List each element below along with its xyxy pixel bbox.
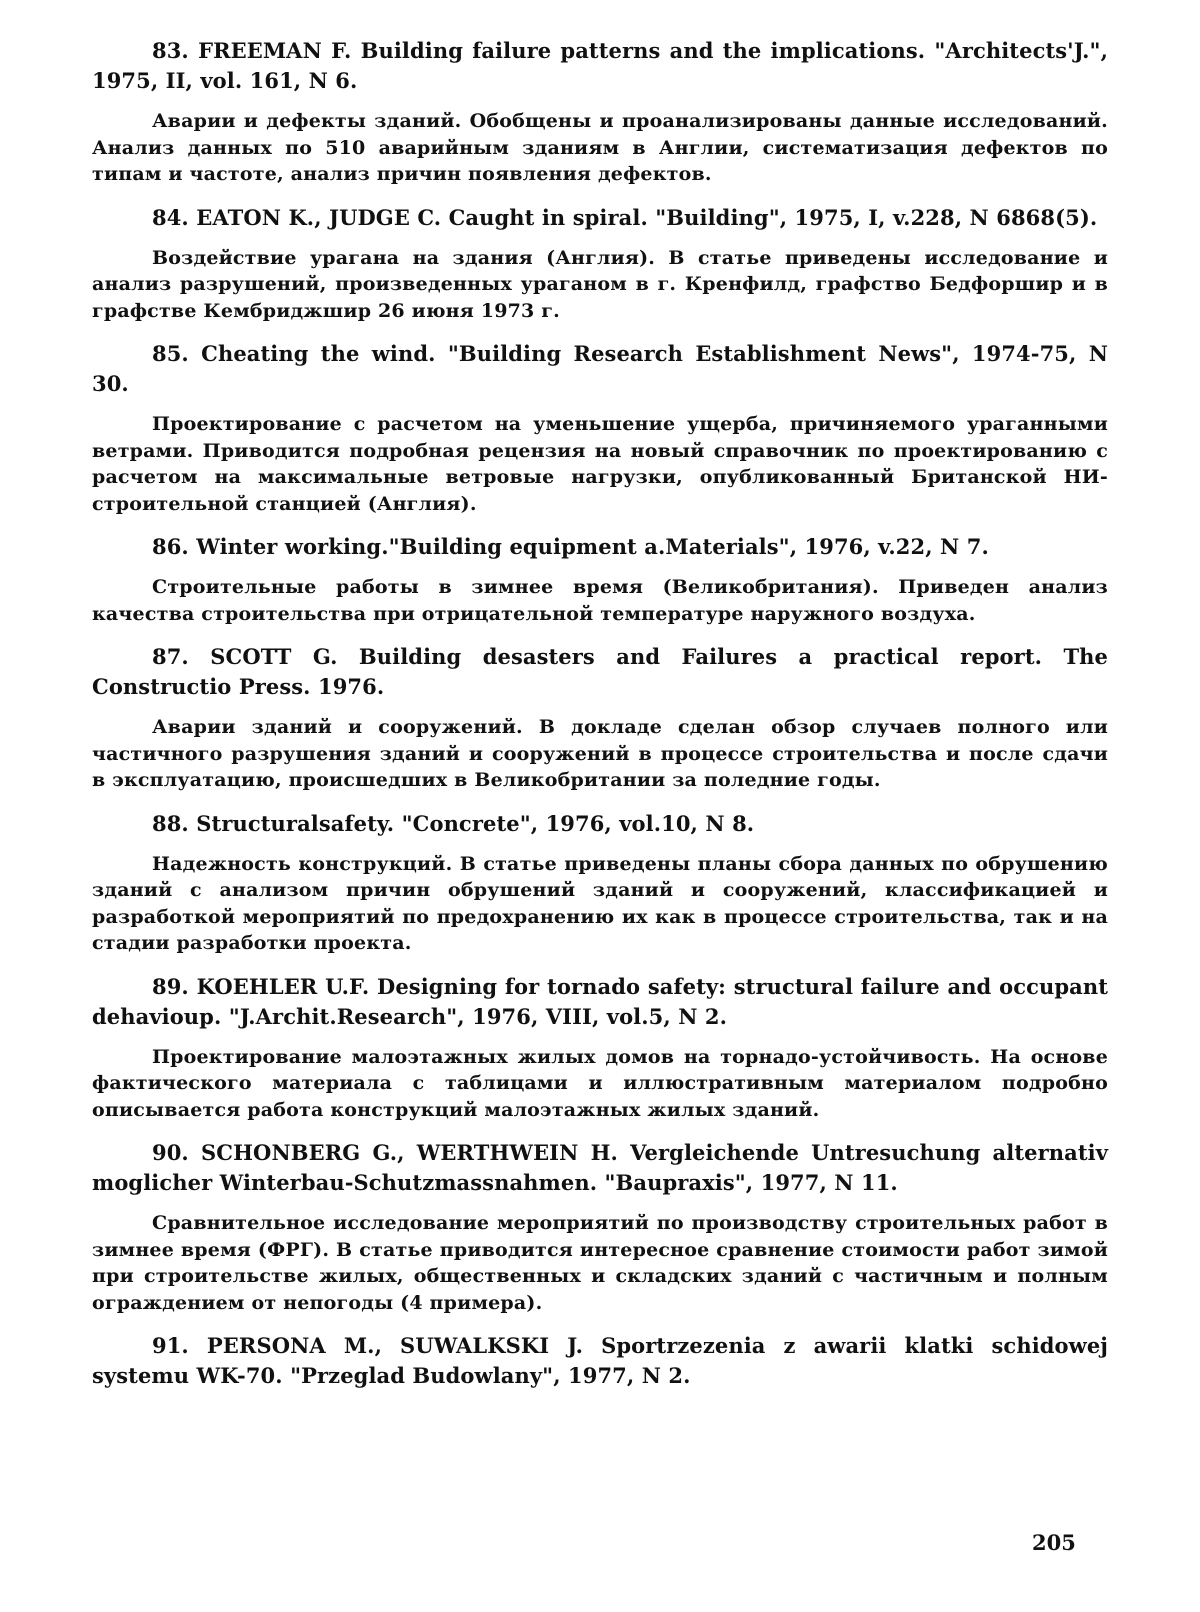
citation-text: FREEMAN F. Building failure patterns and the implications. "Architects'J.", 1975, II, vol. 161, N 6. bbox=[92, 38, 1108, 93]
citation-text: PERSONA M., SUWALKSKI J. Sportrzezenia z awarii klatki schidowej systemu WK-70. "Przeglad Budowlany", 1977, N 2. bbox=[92, 1333, 1108, 1388]
citation-text: KOEHLER U.F. Designing for tornado safety: structural failure and occupant dehavioup. "J.Archit.Research", 1976, VIII, vol.5, N 2. bbox=[92, 973, 1108, 1029]
entry-number: 88. bbox=[152, 810, 189, 836]
entry-annotation: Воздействие урагана на здания (Англия). В статье приведены исследование и анализ разрушений, произведенных ураганом в г. Кренфилд, графство Бедфоршир и в графстве Кембриджшир 26 июня 1973 г. bbox=[92, 246, 1108, 322]
citation-text: Cheating the wind. "Building Research Establishment News", 1974-75, N 30. bbox=[92, 341, 1108, 396]
citation-text: SCHONBERG G., WERTHWEIN H. Vergleichende Untresuchung alternativ moglicher Winterbau-Schutzmassnahmen. "Baupraxis", 1977, N 11. bbox=[92, 1140, 1108, 1195]
entry-annotation: Аварии и дефекты зданий. Обобщены и проанализированы данные исследований. Анализ данных по 510 аварийным зданиям в Англии, систематизация дефектов по типам и частоте, анализ причин появления дефектов. bbox=[92, 110, 1108, 185]
entry-number: 83. bbox=[152, 38, 189, 63]
entry-citation bbox=[92, 203, 1108, 233]
bibliography-list bbox=[92, 36, 1108, 1391]
entry-annotation: Проектирование малоэтажных жилых домов на торнадо-устойчивость. На основе фактического материала с таблицами и иллюстративным материалом подробно описывается работа конструкций малоэтажных жилых зданий. bbox=[92, 1045, 1108, 1121]
bibliography-entry-84 bbox=[92, 203, 1108, 325]
entry-citation bbox=[92, 1138, 1108, 1198]
entry-number: 87. bbox=[152, 644, 189, 669]
entry-number: 90. bbox=[152, 1140, 189, 1165]
bibliography-entry-83 bbox=[92, 36, 1108, 188]
entry-number: 89. bbox=[152, 973, 189, 999]
entry-annotation: Проектирование с расчетом на уменьшение ущерба, причиняемого ураганными ветрами. Приводится подробная рецензия на новый справочник по проектированию с расчетом на максимальные ветровые нагрузки, опубликованный Британской НИ-строительной станцией (Англия). bbox=[92, 413, 1108, 515]
entry-annotation: Строительные работы в зимнее время (Великобритания). Приведен анализ качества строительства при отрицательной температуре наружного воздуха. bbox=[92, 576, 1108, 625]
citation-text: Structuralsafety. "Concrete", 1976, vol.10, N 8. bbox=[196, 810, 755, 836]
bibliography-entry-85 bbox=[92, 339, 1108, 517]
bibliography-entry-87 bbox=[92, 642, 1108, 794]
entry-citation bbox=[92, 1331, 1108, 1391]
entry-citation bbox=[92, 809, 1108, 839]
citation-text: SCOTT G. Building desasters and Failures a practical report. The Constructio Press. 1976. bbox=[92, 644, 1108, 699]
page-number: 205 bbox=[1032, 1530, 1076, 1555]
entry-citation bbox=[92, 642, 1108, 702]
citation-text: EATON K., JUDGE C. Caught in spiral. "Building", 1975, I, v.228, N 6868(5). bbox=[196, 204, 1098, 230]
entry-annotation: Аварии зданий и сооружений. В докладе сделан обзор случаев полного или частичного разрушения зданий и сооружений в процессе строительства и после сдачи в эксплуатацию, происшедших в Великобритании за поледние годы. bbox=[92, 716, 1108, 791]
entry-number: 91. bbox=[152, 1333, 189, 1358]
entry-number: 85. bbox=[152, 341, 189, 366]
entry-annotation: Сравнительное исследование мероприятий по производству строительных работ в зимнее время (ФРГ). В статье приводится интересное сравнение стоимости работ зимой при строительстве жилых, общественных и складских зданий с частичным и полным ограждением от непогоды (4 примера). bbox=[92, 1212, 1108, 1314]
bibliography-entry-90 bbox=[92, 1138, 1108, 1316]
entry-number: 86. bbox=[152, 534, 189, 559]
entry-citation bbox=[92, 972, 1108, 1032]
entry-annotation: Надежность конструкций. В статье приведены планы сбора данных по обрушению зданий с анализом причин обрушений зданий и сооружений, классификацией и разработкой мероприятий по предохранению их как в процессе строительства, так и на стадии разработки проекта. bbox=[92, 852, 1108, 954]
bibliography-entry-89 bbox=[92, 972, 1108, 1124]
entry-number: 84. bbox=[152, 204, 189, 230]
entry-citation bbox=[92, 339, 1108, 399]
bibliography-entry-88 bbox=[92, 809, 1108, 957]
entry-citation bbox=[92, 36, 1108, 96]
entry-citation bbox=[92, 532, 1108, 562]
bibliography-entry-86 bbox=[92, 532, 1108, 627]
bibliography-entry-91 bbox=[92, 1331, 1108, 1391]
citation-text: Winter working."Building equipment a.Materials", 1976, v.22, N 7. bbox=[196, 534, 989, 559]
